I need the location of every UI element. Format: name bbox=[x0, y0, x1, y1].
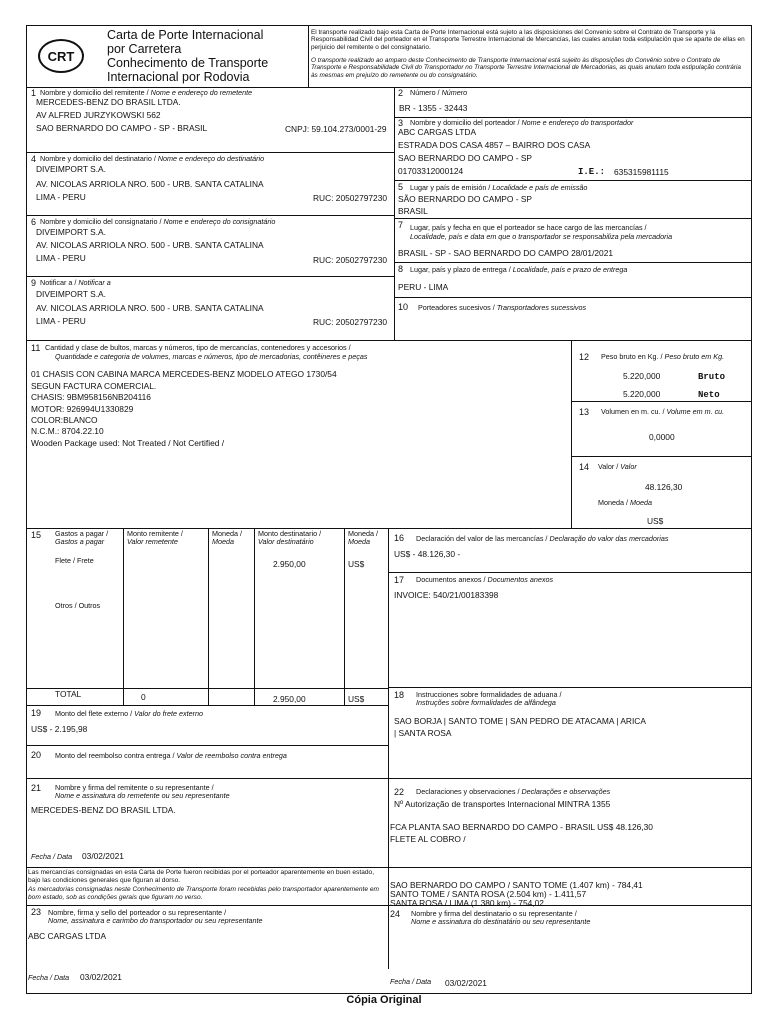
logo-text: CRT bbox=[47, 48, 75, 64]
field4-label: Nombre y domicilio del destinatario / Nome e endereço do destinatário bbox=[40, 154, 265, 163]
field22-label: Declaraciones y observaciones / Declarações e observações bbox=[416, 787, 611, 796]
field-number-1: 1 bbox=[31, 88, 37, 98]
carrier-ie-value: 635315981115 bbox=[614, 167, 669, 177]
notice-es: El transporte realizado bajo esta Carta de Porte Internacional está sujeto a las disposiciones del Convenio sobre el Contrato de Transporte y la Responsabilidad Civil del porteador en el Transporte Terrestre Internacional de Mercancías, las cuales anulan toda estipulación que se aparte de ellas en perjuicio del remitente o del consignatario. bbox=[311, 29, 745, 51]
sender-date-label: Fecha / Data bbox=[31, 852, 73, 861]
field-number-13: 13 bbox=[579, 407, 590, 417]
carrier-ie-label: I.E.: bbox=[578, 167, 606, 177]
field-number-7: 7 bbox=[398, 220, 404, 230]
carrier-date-label: Fecha / Data bbox=[28, 973, 70, 982]
gross-weight: 5.220,000 bbox=[623, 371, 661, 381]
field18-label-es: Instrucciones sobre formalidades de aduana / bbox=[416, 690, 562, 699]
observation-3: FLETE AL COBRO / bbox=[390, 834, 466, 844]
field-number-22: 22 bbox=[394, 787, 405, 797]
notify-consignatario-ruc: RUC: 20502797230 bbox=[313, 255, 388, 265]
field-number-24: 24 bbox=[390, 909, 401, 919]
field-number-5: 5 bbox=[398, 182, 404, 192]
customs-route-1: SAO BORJA | SANTO TOME | SAN PEDRO DE ATACAMA | ARICA bbox=[394, 716, 646, 726]
observation-1: Nº Autorização de transportes Internacional MINTRA 1355 bbox=[394, 799, 611, 809]
goods-line-3: CHASIS: 9BM958156NB204116 bbox=[31, 392, 151, 402]
field-number-21: 21 bbox=[31, 783, 42, 793]
footer-copy-label: Cópia Original bbox=[346, 994, 422, 1006]
field24-label-pt: Nome e assinatura do destinatário ou seu representante bbox=[411, 917, 591, 926]
col-moneda2-pt: Moeda bbox=[348, 537, 370, 546]
field5-label: Lugar y país de emisión / Localidade e país de emissão bbox=[410, 183, 588, 192]
notify-ruc: RUC: 20502797230 bbox=[313, 317, 388, 327]
field-number-9: 9 bbox=[31, 278, 37, 288]
notify-city: LIMA - PERU bbox=[36, 316, 86, 326]
col-moneda2-es: Moneda / bbox=[348, 529, 378, 538]
field24-label-es: Nombre y firma del destinatario o su representante / bbox=[411, 909, 577, 918]
field16-label: Declaración del valor de las mercancías / Declaração do valor das mercadorias bbox=[416, 534, 669, 543]
issue-country: BRASIL bbox=[398, 206, 428, 216]
goods-line-4: MOTOR: 926994U1330829 bbox=[31, 404, 134, 414]
gross-label: Bruto bbox=[698, 372, 726, 382]
field18-label-pt: Instruções sobre formalidades de alfândega bbox=[416, 698, 556, 707]
field13-label: Volumen en m. cu. / Volume em m. cu. bbox=[601, 407, 725, 416]
field-number-6: 6 bbox=[31, 217, 37, 227]
sender-name: MERCEDES-BENZ DO BRASIL LTDA. bbox=[36, 97, 181, 107]
total-dest: 2.950,00 bbox=[273, 694, 306, 704]
field23-label-pt: Nome, assinatura e carimbo do transportador ou seu representante bbox=[48, 916, 263, 925]
notice-pt: O transporte realizado ao amparo deste Conhecimento de Transporte Internacional está sujeito às disposições do Convênio sobre o Contrato de Transporte e Responsabilidade Civil do Transportador no Transporte Terrestre Internacional de Mercadorias, as quais anulam toda estipulação contrária às mesmas em prejuízo do remetente ou do consignatário. bbox=[311, 57, 741, 79]
field19-label: Monto del flete externo / Valor do frete externo bbox=[55, 709, 203, 718]
field6-label: Nombre y domicilio del consignatario / Nome e endereço do consignatário bbox=[40, 217, 276, 226]
consignee-date-label: Fecha / Data bbox=[390, 977, 432, 986]
route-1: SAO BERNARDO DO CAMPO / SANTO TOME (1.407 km) - 784,41 bbox=[390, 880, 643, 890]
field17-label: Documentos anexos / Documentos anexos bbox=[416, 575, 554, 584]
field-number-10: 10 bbox=[398, 302, 409, 312]
field-number-2: 2 bbox=[398, 88, 404, 98]
field-number-15: 15 bbox=[31, 530, 42, 540]
consignee-name: DIVEIMPORT S.A. bbox=[36, 164, 106, 174]
customs-route-2: | SANTA ROSA bbox=[394, 728, 452, 738]
currency-value: US$ bbox=[647, 516, 664, 526]
col-destinatario-es: Monto destinatario / bbox=[258, 529, 322, 538]
field7-label-pt: Localidade, país e data em que o transportador se responsabiliza pela mercadoria bbox=[410, 232, 673, 241]
carrier-cnpj: 01703312000124 bbox=[398, 166, 464, 176]
col-destinatario-pt: Valor destinatário bbox=[258, 537, 314, 546]
sender-date: 03/02/2021 bbox=[82, 851, 124, 861]
volume-value: 0,0000 bbox=[649, 432, 675, 442]
field14-label: Valor / Valor bbox=[598, 462, 637, 471]
document-number: BR - 1355 - 32443 bbox=[399, 103, 468, 113]
field-number-8: 8 bbox=[398, 264, 404, 274]
field11-label-pt: Quantidade e categoria de volumes, marcas e números, tipo de mercadorias, contêineres e peças bbox=[55, 352, 368, 361]
receipt-pt: As mercadorias consignadas neste Conhecimento de Transporte foram recebidas pelo transportador aparentemente em bom estado, sob as condições gerais que figuram no verso. bbox=[28, 886, 380, 901]
field-number-18: 18 bbox=[394, 690, 405, 700]
delivery-place: PERU - LIMA bbox=[398, 282, 449, 292]
notify-consignatario-address: AV. NICOLAS ARRIOLA NRO. 500 - URB. SANTA CATALINA bbox=[36, 240, 264, 250]
pickup-place-date: BRASIL - SP - SAO BERNARDO DO CAMPO 28/01/2021 bbox=[398, 248, 614, 258]
goods-line-1: 01 CHASIS CON CABINA MARCA MERCEDES-BENZ MODELO ATEGO 1730/54 bbox=[31, 369, 337, 379]
field-number-14: 14 bbox=[579, 462, 590, 472]
total-label: TOTAL bbox=[55, 689, 82, 699]
notify-consignatario-name: DIVEIMPORT S.A. bbox=[36, 227, 106, 237]
field8-label: Lugar, país y plazo de entrega / Localidade, país e prazo de entrega bbox=[410, 265, 628, 274]
field9-label: Notificar a / Notificar a bbox=[40, 278, 111, 287]
flete-moneda: US$ bbox=[348, 559, 365, 569]
consignee-address: AV. NICOLAS ARRIOLA NRO. 500 - URB. SANTA CATALINA bbox=[36, 179, 264, 189]
field15-label-pt: Gastos a pagar bbox=[55, 537, 105, 546]
field2-label: Número / Número bbox=[410, 88, 468, 97]
field1-label: Nombre y domicilio del remitente / Nome e endereço do remetente bbox=[40, 88, 253, 97]
field-number-12: 12 bbox=[579, 352, 590, 362]
net-label: Neto bbox=[698, 390, 720, 400]
col-remitente-es: Monto remitente / bbox=[127, 529, 183, 538]
route-2: SANTO TOME / SANTA ROSA (2.504 km) - 1.411,57 bbox=[390, 889, 587, 899]
route-3: SANTA ROSA / LIMA (1.380 km) - 754,02 bbox=[390, 898, 544, 908]
observation-2: FCA PLANTA SAO BERNARDO DO CAMPO - BRASIL US$ 48.126,30 bbox=[390, 822, 653, 832]
title-line-1: Carta de Porte Internacional bbox=[107, 28, 264, 42]
col-moneda-pt: Moeda bbox=[212, 537, 234, 546]
consignee-date: 03/02/2021 bbox=[445, 978, 487, 988]
sender-city: SAO BERNARDO DO CAMPO - SP - BRASIL bbox=[36, 123, 208, 133]
notify-name: DIVEIMPORT S.A. bbox=[36, 289, 106, 299]
sender-address: AV ALFRED JURZYKOWSKI 562 bbox=[36, 110, 161, 120]
field-number-20: 20 bbox=[31, 750, 42, 760]
field-number-23: 23 bbox=[31, 907, 42, 917]
sender-cnpj: CNPJ: 59.104.273/0001-29 bbox=[285, 124, 387, 134]
field21-label-pt: Nome e assinatura do remetente ou seu representante bbox=[55, 791, 230, 800]
consignee-city: LIMA - PERU bbox=[36, 192, 86, 202]
total-remitente: 0 bbox=[141, 692, 146, 702]
field7-label-es: Lugar, país y fecha en que el porteador se hace cargo de las mercancías / bbox=[410, 223, 647, 232]
field23-label-es: Nombre, firma y sello del porteador o su representante / bbox=[48, 908, 227, 917]
flete-label: Flete / Frete bbox=[55, 556, 94, 565]
receipt-es: Las mercancías consignadas en esta Carta de Porte fueron recibidas por el porteador aparentemente en buen estado, bajo las condiciones generales que figuran al dorso. bbox=[28, 869, 375, 884]
external-freight: US$ - 2.195,98 bbox=[31, 724, 88, 734]
field-number-17: 17 bbox=[394, 575, 405, 585]
field-number-11: 11 bbox=[31, 343, 41, 353]
consignee-ruc: RUC: 20502797230 bbox=[313, 193, 388, 203]
title-line-4: Internacional por Rodovia bbox=[107, 70, 250, 84]
field-number-3: 3 bbox=[398, 118, 404, 128]
carrier-date: 03/02/2021 bbox=[80, 972, 122, 982]
field12-label: Peso bruto en Kg. / Peso bruto em Kg. bbox=[601, 352, 725, 361]
total-moneda: US$ bbox=[348, 694, 365, 704]
goods-line-2: SEGUN FACTURA COMERCIAL. bbox=[31, 381, 157, 391]
net-weight: 5.220,000 bbox=[623, 389, 661, 399]
carrier-name: ABC CARGAS LTDA bbox=[398, 127, 477, 137]
field11-label-es: Cantidad y clase de bultos, marcas y números, tipo de mercancías, contenedores y accesorios / bbox=[45, 343, 351, 352]
col-moneda-es: Moneda / bbox=[212, 529, 242, 538]
flete-dest-value: 2.950,00 bbox=[273, 559, 306, 569]
field3-label: Nombre y domicilio del porteador / Nome e endereço do transportador bbox=[410, 118, 634, 127]
crt-logo bbox=[38, 39, 84, 73]
carrier-address: ESTRADA DOS CASA 4857 – BAIRRO DOS CASA bbox=[398, 140, 591, 150]
title-line-3: Conhecimento de Transporte bbox=[107, 56, 269, 70]
carrier-signature-name: ABC CARGAS LTDA bbox=[28, 931, 107, 941]
attached-docs: INVOICE: 540/21/00183398 bbox=[394, 590, 499, 600]
goods-value: 48.126,30 bbox=[645, 482, 683, 492]
carrier-city: SAO BERNARDO DO CAMPO - SP bbox=[398, 153, 533, 163]
issue-place: SÃO BERNARDO DO CAMPO - SP bbox=[398, 194, 533, 204]
notify-address: AV. NICOLAS ARRIOLA NRO. 500 - URB. SANTA CATALINA bbox=[36, 303, 264, 313]
field15-label-es: Gastos a pagar / bbox=[55, 529, 109, 538]
field10-label: Porteadores sucesivos / Transportadores sucessivos bbox=[418, 303, 587, 312]
field-number-19: 19 bbox=[31, 708, 42, 718]
goods-line-6: N.C.M.: 8704.22.10 bbox=[31, 426, 104, 436]
title-line-2: por Carretera bbox=[107, 42, 182, 56]
otros-label: Otros / Outros bbox=[55, 601, 101, 610]
notify-consignatario-city: LIMA - PERU bbox=[36, 253, 86, 263]
field21-label-es: Nombre y firma del remitente o su representante / bbox=[55, 783, 214, 792]
declared-value: US$ - 48.126,30 - bbox=[394, 549, 461, 559]
col-remitente-pt: Valor remetente bbox=[127, 537, 178, 546]
field20-label: Monto del reembolso contra entrega / Valor de reembolso contra entrega bbox=[55, 751, 287, 760]
sender-signature-name: MERCEDES-BENZ DO BRASIL LTDA. bbox=[31, 805, 176, 815]
goods-line-7: Wooden Package used: Not Treated / Not Certified / bbox=[31, 438, 225, 448]
field-number-16: 16 bbox=[394, 533, 405, 543]
currency-label: Moneda / Moeda bbox=[598, 498, 652, 507]
field-number-4: 4 bbox=[31, 154, 37, 164]
goods-line-5: COLOR:BLANCO bbox=[31, 415, 98, 425]
